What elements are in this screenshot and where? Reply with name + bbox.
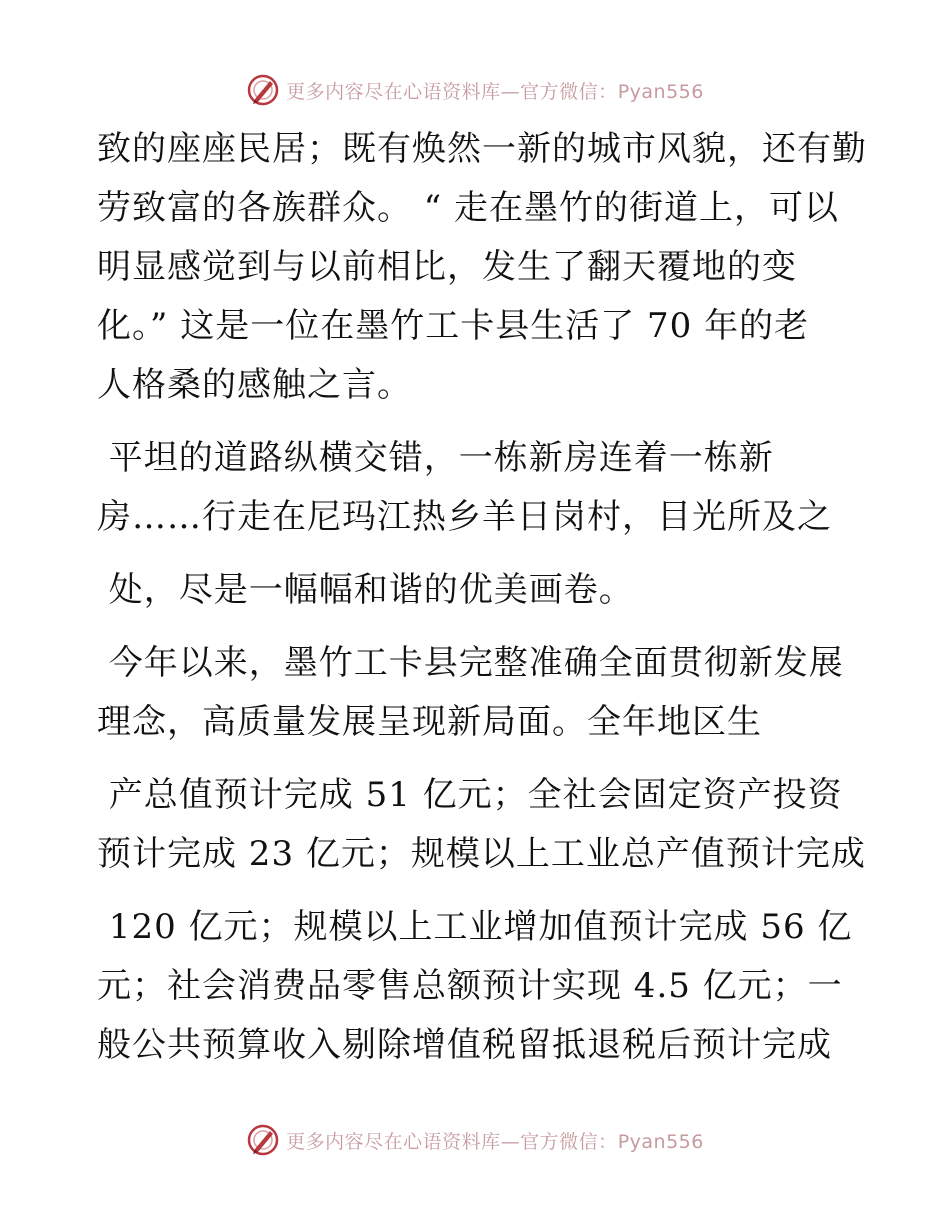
text-line: 般公共预算收入剔除增值税留抵退税后预计完成	[97, 1025, 832, 1065]
pen-logo-icon	[246, 1123, 280, 1157]
footer-watermark	[0, 1120, 950, 1160]
text-line: 明显感觉到与以前相比，发生了翻天覆地的变	[97, 247, 797, 287]
text-line: 120 亿元；规模以上工业增加值预计完成 56 亿	[97, 907, 853, 947]
text-line: 处，尽是一幅幅和谐的优美画卷。	[97, 570, 634, 610]
text-line: 房……行走在尼玛江热乡羊日岗村，目光所及之	[97, 497, 832, 537]
pen-logo-icon	[246, 73, 280, 107]
text-line: 产总值预计完成 51 亿元；全社会固定资产投资	[97, 775, 843, 815]
paragraph-3	[97, 561, 857, 620]
paragraph-6	[97, 898, 857, 1075]
text-line: 预计完成 23 亿元；规模以上工业总产值预计完成	[97, 834, 866, 874]
watermark-text: 更多内容尽在心语资料库—官方微信：Pyan556	[286, 1130, 704, 1153]
text-line: 今年以来，墨竹工卡县完整准确全面贯彻新发展	[97, 643, 844, 683]
header-watermark	[0, 70, 950, 110]
paragraph-5	[97, 766, 866, 884]
document-body	[97, 120, 867, 1075]
text-line: 劳致富的各族群众。 “ 走在墨竹的街道上，可以	[97, 188, 839, 228]
text-line: 平坦的道路纵横交错，一栋新房连着一栋新	[97, 438, 774, 478]
text-line: 化。” 这是一位在墨竹工卡县生活了 70 年的老	[97, 306, 810, 346]
paragraph-2	[97, 429, 857, 547]
text-line: 人格桑的感触之言。	[97, 365, 412, 405]
text-line: 元；社会消费品零售总额预计实现 4.5 亿元；一	[97, 966, 843, 1006]
paragraph-1	[97, 120, 867, 415]
text-line: 理念，高质量发展呈现新局面。全年地区生	[97, 702, 762, 742]
watermark-text: 更多内容尽在心语资料库—官方微信：Pyan556	[286, 80, 704, 103]
text-line: 致的座座民居；既有焕然一新的城市风貌，还有勤	[97, 129, 867, 169]
paragraph-4	[97, 634, 857, 752]
